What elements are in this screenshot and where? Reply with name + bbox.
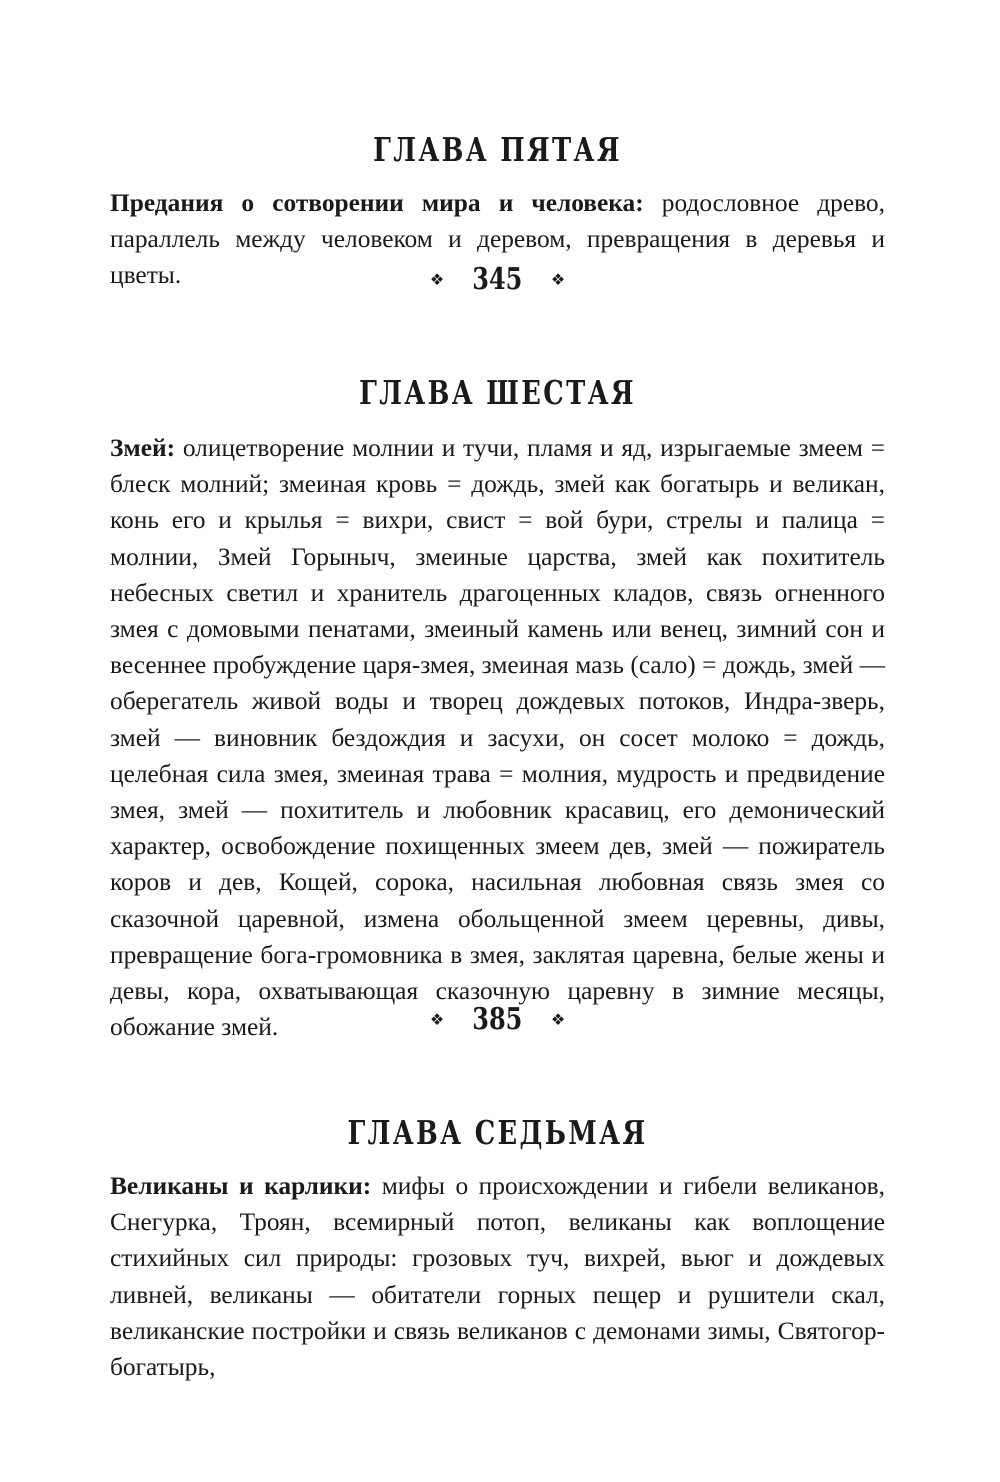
ornament-diamond-icon: ❖ bbox=[550, 1010, 566, 1029]
ornament-diamond-icon: ❖ bbox=[429, 1010, 445, 1029]
summary-text: олицетворение молнии и тучи, пламя и яд, изрыгаемые змеем = блеск молний; змеиная кровь = дождь, змей как богатырь и великан, конь его и крылья = вихри, свист = вой бури, стрелы и палица = молнии, Змей Горыныч, змеиные царства, змей как похититель небесных светил и хранитель драгоценных кладов, связь огненного змея с домовыми пенатами, змеиный камень или венец, зимний сон и весеннее пробуждение царя-змея, змеиная мазь (сало) = дождь, змей — оберегатель живой воды и творец дождевых потоков, Индра-зверь, змей — виновник бездождия и засухи, он сосет молоко = дождь, целебная сила змея, змеиная трава = молния, мудрость и предвидение змея, змей — похититель и любовник красавиц, его демонический характер, освобождение похищенных змеем дев, змей — пожиратель коров и дев, Кощей, сорока, насильная любовная связь змея со сказочной царевной, измена обольщенной змеем церевны, дивы, превращение бога-громовника в змея, заклятая царевна, белые жены и девы, кора, охватывающая сказочную царевну в зимние месяцы, обожание змей. bbox=[110, 434, 885, 1042]
summary-text: родословное древо, параллель между человеком и деревом, превращения в деревья и цветы. bbox=[110, 189, 885, 290]
page-number: 345 bbox=[472, 262, 523, 297]
page-reference bbox=[110, 262, 885, 297]
summary-lead: Змей: bbox=[110, 434, 176, 462]
ornament-diamond-icon: ❖ bbox=[550, 270, 566, 289]
chapter-title: ГЛАВА ПЯТАЯ bbox=[373, 130, 622, 169]
summary-lead: Великаны и карлики: bbox=[110, 1172, 372, 1200]
page-number: 385 bbox=[472, 1002, 523, 1037]
summary-text: мифы о происхождении и гибели великанов, Снегурка, Троян, всемирный потоп, великаны как воплощение стихийных сил природы: грозовых туч, вихрей, вьюг и дождевых ливней, великаны — обитатели горных пещер и рушители скал, великанские постройки и связь великанов с демонами зимы, Святогор-богатырь, bbox=[110, 1172, 885, 1382]
chapter-summary bbox=[110, 430, 885, 1045]
chapter-title: ГЛАВА СЕДЬМАЯ bbox=[347, 1113, 648, 1152]
page-reference bbox=[110, 1002, 885, 1037]
chapter-title: ГЛАВА ШЕСТАЯ bbox=[359, 373, 636, 412]
ornament-diamond-icon: ❖ bbox=[429, 270, 445, 289]
chapter-summary bbox=[110, 1168, 885, 1385]
summary-lead: Предания о сотворении мира и человека: bbox=[110, 189, 644, 217]
